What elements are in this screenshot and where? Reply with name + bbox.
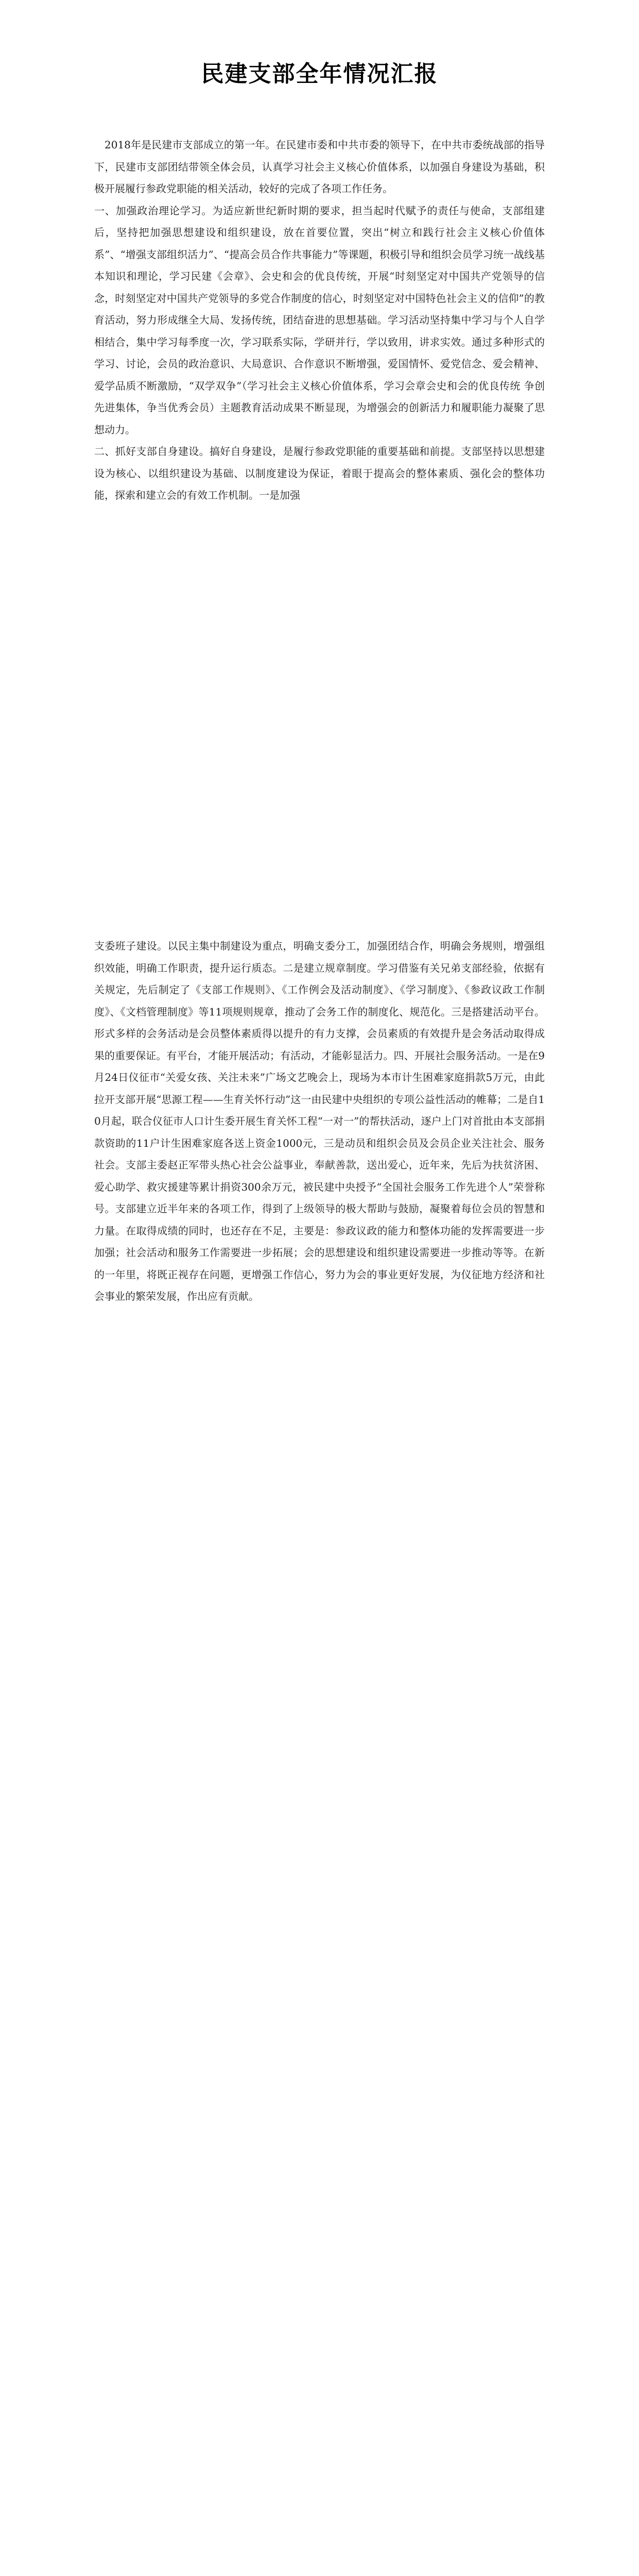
body-text-lower	[94, 935, 545, 1308]
body-text-upper	[94, 134, 545, 506]
paragraph-continuation: 支委班子建设。以民主集中制建设为重点，明确支委分工，加强团结合作，明确会务规则，增强组织效能，明确工作职责，提升运行质态。二是建立规章制度。学习借鉴有关兄弟支部经验，依据有关规定，先后制定了《支部工作规则》、《工作例会及活动制度》、《学习制度》、《参政议政工作制度》、《文档管理制度》等11项规则规章，推动了会务工作的制度化、规范化。三是搭建活动平台。形式多样的会务活动是会员整体素质得以提升的有力支撑，会员素质的有效提升是会务活动取得成果的重要保证。有平台，才能开展活动；有活动，才能彰显活力。四、开展社会服务活动。一是在9月24日仪征市“关爱女孩、关注未来”广场文艺晚会上，现场为本市计生困难家庭捐款5万元，由此拉开支部开展“思源工程——生育关怀行动”这一由民建中央组织的专项公益性活动的帷幕；二是自10月起，联合仪征市人口计生委开展生育关怀工程“一对一”的帮扶活动，逐户上门对首批由本支部捐款资助的11户计生困难家庭各送上资金1000元，三是动员和组织会员及会员企业关注社会、服务社会。支部主委赵正军带头热心社会公益事业，奉献善款，送出爱心，近年来，先后为扶贫济困、爱心助学、救灾援建等累计捐资300余万元，被民建中央授予“全国社会服务工作先进个人”荣誉称号。支部建立近半年来的各项工作，得到了上级领导的极大帮助与鼓励，凝聚着每位会员的智慧和力量。在取得成绩的同时，也还存在不足，主要是：参政议政的能力和整体功能的发挥需要进一步加强；社会活动和服务工作需要进一步拓展；会的思想建设和组织建设需要进一步推动等等。在新的一年里，将既正视存在问题，更增强工作信心，努力为会的事业更好发展，为仪征地方经济和社会事业的繁荣发展，作出应有贡献。	[94, 940, 545, 1302]
paragraph-intro: 2018年是民建市支部成立的第一年。在民建市委和中共市委的领导下，在中共市委统战部的指导下，民建市支部团结带领全体会员，认真学习社会主义核心价值体系，以加强自身建设为基础，积极开展履行参政党职能的相关活动，较好的完成了各项工作任务。	[94, 139, 545, 195]
paragraph-political-study: 一、加强政治理论学习。为适应新世纪新时期的要求，担当起时代赋予的责任与使命，支部组建后，坚持把加强思想建设和组织建设，放在首要位置，突出“树立和践行社会主义核心价值体系”、“增强支部组织活力”、“提高会员合作共事能力”等课题，积极引导和组织会员学习统一战线基本知识和理论，学习民建《会章》、会史和会的优良传统，开展“时刻坚定对中国共产党领导的信念，时刻坚定对中国共产党领导的多党合作制度的信心，时刻坚定对中国特色社会主义的信仰”的教育活动，努力形成继全大局、发扬传统，团结奋进的思想基础。学习活动坚持集中学习与个人自学相结合，集中学习每季度一次，学习联系实际，学研并行，学以致用，讲求实效。通过多种形式的学习、讨论，会员的政治意识、大局意识、合作意识不断增强，爱国情怀、爱党信念、爱会精神、爱学品质不断激励，“双学双争”（学习社会主义核心价值体系，学习会章会史和会的优良传统 争创先进集体，争当优秀会员）主题教育活动成果不断显现，为增强会的创新活力和履职能力凝聚了思想动力。	[94, 204, 545, 436]
document-title: 民建支部全年情况汇报	[201, 61, 438, 87]
paragraph-self-building: 二、抓好支部自身建设。搞好自身建设，是履行参政党职能的重要基础和前提。支部坚持以思想建设为核心、以组织建设为基础、以制度建设为保证，着眼于提高会的整体素质、强化会的整体功能，探索和建立会的有效工作机制。一是加强	[94, 445, 545, 501]
